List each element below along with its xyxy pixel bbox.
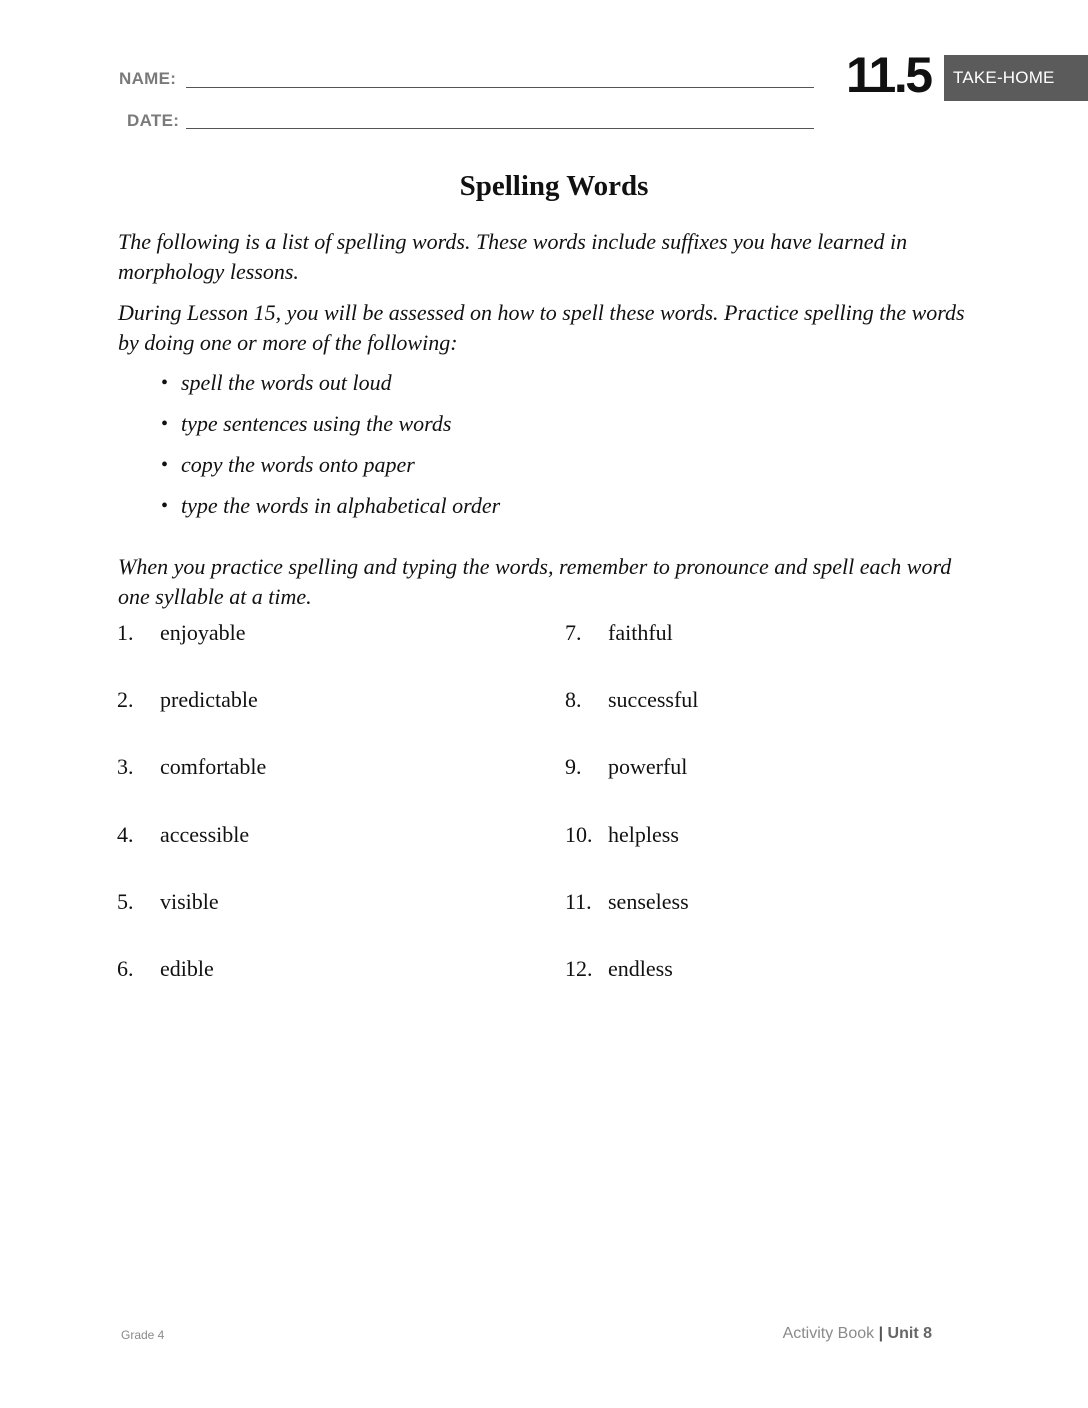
word-number: 8. [565, 687, 582, 713]
list-item [117, 887, 266, 954]
footer-book-title: Activity Book [782, 1325, 875, 1342]
word-list-left [117, 618, 266, 1021]
word-number: 10. [565, 821, 593, 847]
list-item [117, 752, 266, 819]
spelling-word: faithful [608, 620, 673, 645]
practice-item [161, 450, 500, 491]
bullet-icon: • [161, 495, 169, 517]
word-list-right [565, 618, 698, 1021]
spelling-word: comfortable [160, 754, 267, 780]
word-number: 4. [117, 821, 134, 847]
list-item [565, 685, 698, 752]
spelling-word: helpless [608, 821, 679, 847]
list-item [117, 685, 266, 752]
word-number: 9. [565, 754, 582, 780]
practice-item-text: type the words in alphabetical order [181, 493, 501, 518]
word-number: 2. [117, 687, 134, 713]
list-item [117, 820, 266, 887]
footer-grade: Grade 4 [121, 1328, 165, 1342]
word-number: 12. [565, 955, 593, 981]
intro-paragraph-3: When you practice spelling and typing the words, remember to pronounce and spell each word one syllable at a time. [118, 554, 952, 609]
take-home-tag: TAKE-HOME [944, 55, 1088, 101]
practice-item [161, 409, 500, 450]
word-number: 3. [117, 754, 134, 780]
list-item [565, 618, 698, 685]
intro-paragraph-1: The following is a list of spelling words. These words include suffixes you have learned in morphology lessons. [118, 229, 908, 284]
word-number: 11. [565, 888, 592, 914]
footer-unit: Unit 8 [887, 1325, 932, 1342]
date-label: DATE: [127, 111, 180, 130]
spelling-word: accessible [160, 821, 250, 847]
footer-book-info [783, 1325, 932, 1343]
spelling-word: enjoyable [160, 620, 246, 645]
word-number: 1. [117, 620, 134, 645]
name-label: NAME: [119, 69, 177, 88]
practice-list [161, 368, 500, 532]
bullet-icon: • [161, 454, 169, 476]
name-field-line[interactable] [186, 87, 814, 88]
word-number: 7. [565, 620, 582, 645]
practice-item-text: copy the words onto paper [181, 452, 415, 477]
spelling-word: endless [608, 955, 673, 981]
practice-item [161, 491, 500, 532]
practice-item-text: spell the words out loud [181, 370, 392, 395]
spelling-word: powerful [608, 754, 688, 780]
word-number: 5. [117, 888, 134, 914]
spelling-word: successful [608, 687, 699, 713]
list-item [565, 887, 698, 954]
spelling-word: edible [160, 955, 214, 981]
intro-paragraph-2: During Lesson 15, you will be assessed on how to spell these words. Practice spelling the words by doing one or more of the following: [118, 300, 965, 355]
bullet-icon: • [161, 372, 169, 394]
spelling-word: visible [160, 888, 219, 914]
practice-item [161, 368, 500, 409]
footer-separator: | [878, 1325, 884, 1342]
spelling-word: predictable [160, 687, 258, 713]
list-item [117, 618, 266, 685]
list-item [117, 954, 266, 1021]
spelling-word: senseless [608, 888, 689, 914]
practice-item-text: type sentences using the words [181, 411, 452, 436]
list-item [565, 752, 698, 819]
date-field-line[interactable] [186, 128, 814, 129]
list-item [565, 954, 698, 1021]
list-item [565, 820, 698, 887]
bullet-icon: • [161, 413, 169, 435]
word-number: 6. [117, 955, 134, 981]
page-title: Spelling Words [459, 170, 649, 202]
lesson-number: 11.5 [846, 47, 931, 103]
